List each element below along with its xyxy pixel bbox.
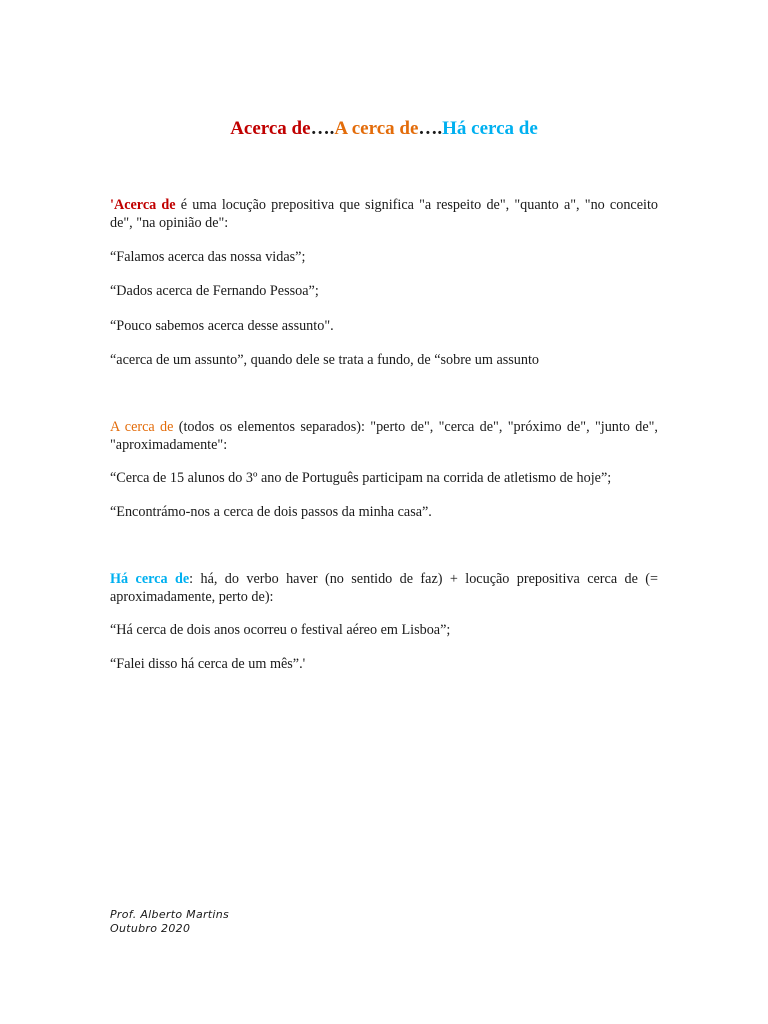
title-separator: ….	[310, 118, 335, 139]
footer-signature	[110, 908, 229, 936]
section2-definition	[110, 418, 658, 454]
section3-definition	[110, 570, 658, 606]
section3-example: “Há cerca de dois anos ocorreu o festival aéreo em Lisboa”;	[110, 622, 451, 638]
section1-example: “Dados acerca de Fernando Pessoa”;	[110, 283, 319, 299]
section1-intro: é uma locução prepositiva que significa "a respeito de", "quanto a", "no conceito de", "na opinião de":	[110, 197, 658, 231]
section1-example: “Falamos acerca das nossa vidas”;	[110, 249, 306, 265]
section2-example: “Cerca de 15 alunos do 3º ano de Português participam na corrida de atletismo de hoje”;	[110, 470, 612, 486]
section3-example: “Falei disso há cerca de um mês”.'	[110, 656, 306, 672]
title-part-acerca-de: Acerca de	[230, 118, 311, 139]
section2-intro: (todos os elementos separados): "perto de", "cerca de", "próximo de", "junto de", "aproximadamente":	[110, 419, 658, 453]
section3-intro: : há, do verbo haver (no sentido de faz) + locução prepositiva cerca de (= aproximadamente, perto de):	[110, 571, 659, 605]
section1-example: “acerca de um assunto”, quando dele se trata a fundo, de “sobre um assunto	[110, 352, 540, 368]
title-part-ha-cerca-de: Há cerca de	[442, 118, 538, 139]
page-title	[0, 118, 768, 140]
footer-date: Outubro 2020	[110, 922, 191, 935]
title-separator: ….	[418, 118, 443, 139]
section1-term: 'Acerca de	[110, 197, 176, 213]
section2-term: A cerca de	[110, 419, 174, 435]
section3-term: Há cerca de	[110, 571, 190, 587]
title-part-a-cerca-de: A cerca de	[334, 118, 419, 139]
section1-definition	[110, 196, 658, 232]
footer-author: Prof. Alberto Martins	[110, 908, 230, 921]
section2-example: “Encontrámo-nos a cerca de dois passos da minha casa”.	[110, 504, 432, 520]
section1-example: “Pouco sabemos acerca desse assunto".	[110, 318, 334, 334]
